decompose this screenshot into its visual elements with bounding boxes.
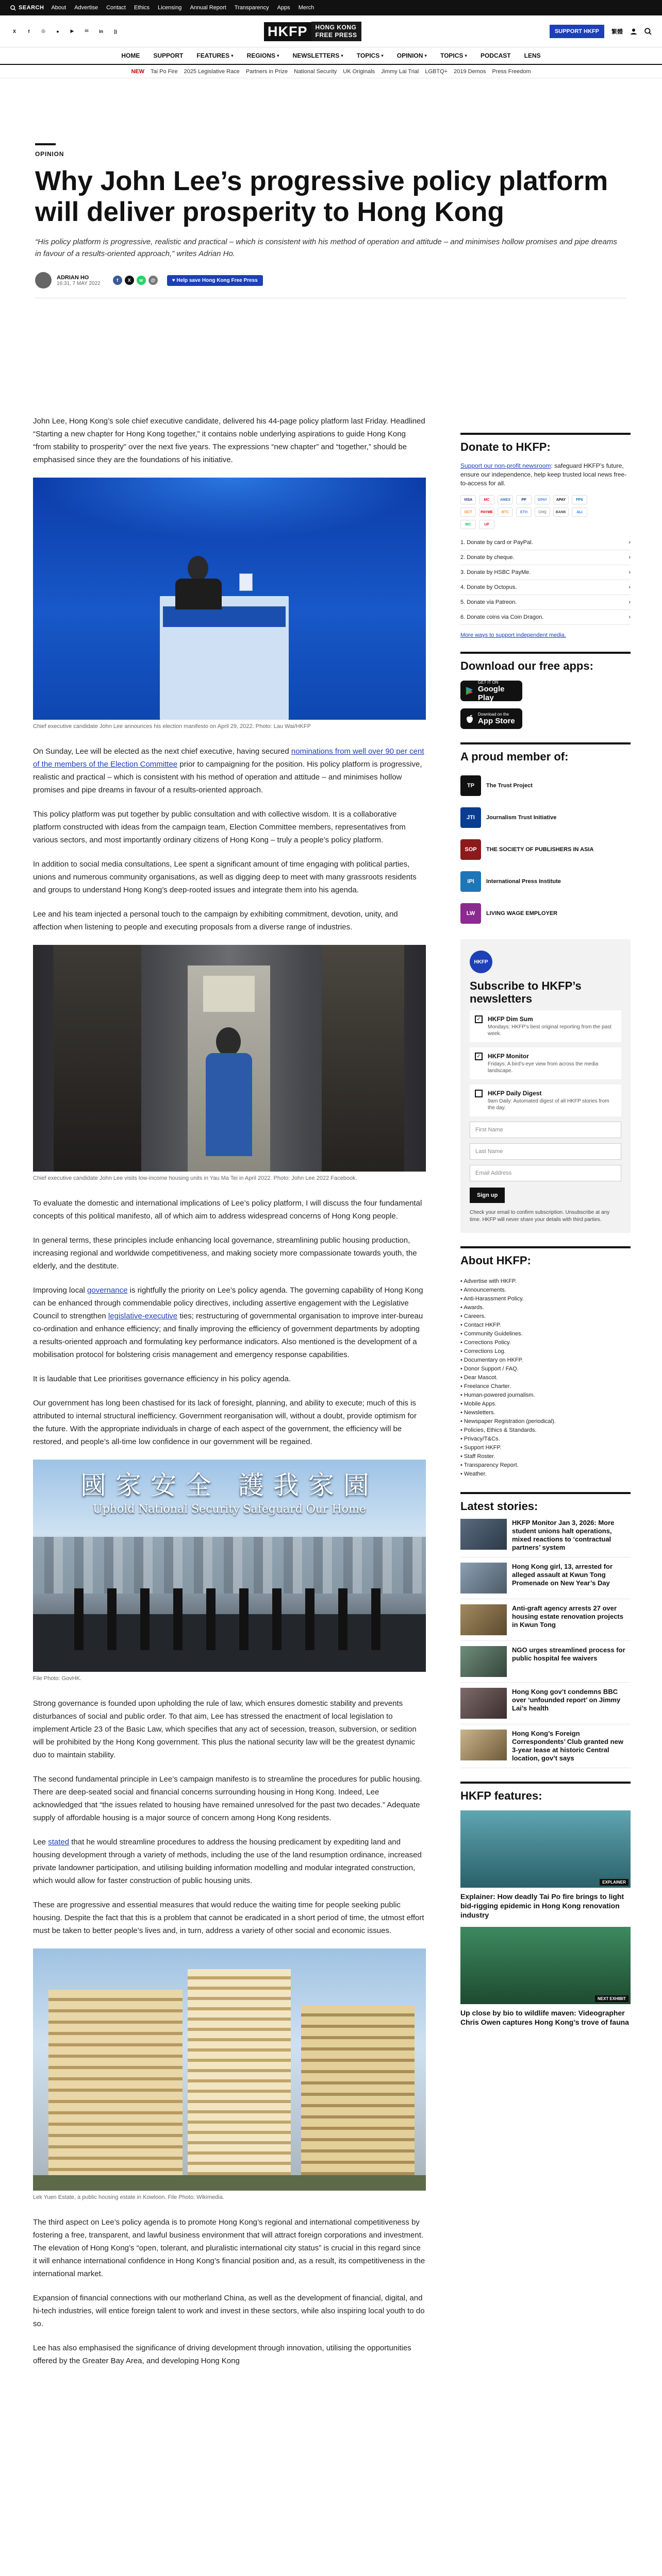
bullet-icon: • [460, 1471, 464, 1477]
newsletter-checkbox[interactable]: ✓ [475, 1053, 483, 1060]
about-link[interactable] [460, 1277, 631, 1286]
newsletter-option[interactable] [470, 1047, 621, 1079]
paragraph: To evaluate the domestic and international implications of Lee’s policy platform, I will discuss the four fundamental concepts of this political manifesto, all of which aim to address widespread concerns of Hong Kong people. [33, 1199, 422, 1221]
app-store-button[interactable]: Download on the App Store [460, 708, 522, 729]
newsletter-desc: 9am Daily: Automated digest of all HKFP stories from the day. [488, 1098, 609, 1111]
article-lede: “His policy platform is progressive, realistic and practical – which is consistent with his method of operation and attitude – and minimises hollow promises and pipe dreams in favour of a results-oriented approach,” writes Adrian Ho. [35, 238, 617, 258]
feature-title[interactable]: Up close by bio to wildlife maven: Videographer Chris Owen captures Hong Kong’s trove of fauna [460, 2009, 629, 2026]
donate-option-label: 2. Donate by cheque. [460, 554, 515, 561]
about-link-label: Newspaper Registration (periodical). [464, 1418, 556, 1425]
bullet-icon: • [460, 1427, 464, 1433]
topbar-link[interactable]: Licensing [157, 5, 182, 11]
donate-option[interactable] [460, 535, 631, 550]
about-link-label: Mobile Apps. [464, 1401, 496, 1407]
facebook-icon[interactable]: f [28, 28, 30, 34]
about-widget: About HKFP: • Advertise with HKFP. • Announcements. • Anti-Harassment Policy. • Awards. • Careers. • Contact HKFP. • Community Guidelines. • Corrections Policy. • Corrections Log. • Documentary on HKFP. • Donor Support / FAQ. • Dear Mascot. • Freelance Charter. • Human-powered journalism. • Mobile Apps. • Newsletters. • Newspaper Registration (periodical). • Policies, Ethics & Standards. • Privacy/T&Cs. • Support HKFP. • Staff Roster. • Transparency Report. • Weather. [460, 1246, 631, 1479]
chevron-down-icon: ▾ [465, 53, 467, 58]
story-title[interactable]: Hong Kong girl, 13, arrested for alleged assault at Kwun Tong Promenade on New Year’s Day [512, 1563, 613, 1587]
nav-item[interactable] [357, 52, 384, 59]
about-link[interactable] [460, 1391, 631, 1400]
payment-icons [460, 495, 594, 529]
about-link[interactable] [460, 1426, 631, 1435]
member-org[interactable] [460, 903, 631, 924]
member-name: The Trust Project [486, 782, 533, 789]
trending-link[interactable]: 2025 Legislative Race [184, 68, 240, 75]
donate-option[interactable] [460, 610, 631, 625]
payment-icon: OCT [460, 507, 476, 517]
trending-link[interactable]: UK Originals [343, 68, 375, 75]
nav-label: NEWSLETTERS [292, 52, 340, 59]
about-link[interactable] [460, 1444, 631, 1452]
twitter-icon[interactable]: X [12, 28, 16, 34]
bullet-icon: • [460, 1278, 464, 1284]
instagram-icon[interactable]: ◎ [41, 28, 45, 33]
nav-item[interactable] [153, 52, 183, 59]
trending-link[interactable]: Partners in Prize [245, 68, 288, 75]
top-utility-bar [0, 0, 662, 15]
sign-up-button[interactable]: Sign up [470, 1188, 505, 1203]
donate-option-label: 6. Donate coins via Coin Dragon. [460, 614, 544, 620]
language-switch[interactable]: 繁體 [611, 29, 623, 35]
apple-icon [466, 714, 474, 724]
story-title[interactable]: Hong Kong gov’t condemns BBC over ‘unfounded report’ on Jimmy Lai’s health [512, 1688, 621, 1712]
feature-image[interactable] [460, 1810, 631, 1888]
about-link-label: Awards. [464, 1304, 484, 1311]
figure-caption: Chief executive candidate John Lee visits low-income housing units in Yau Ma Tei in April 2022. Photo: John Lee 2022 Facebook. [33, 1175, 357, 1181]
paragraph: The third aspect on Lee’s policy agenda is to promote Hong Kong’s regional and international competitiveness by fostering a free, transparent, and lawful business environment that will attract foreign corporations and investment. The elevation of Hong Kong’s “open, tolerant, and pluralistic international city status” is crucial in this regard since it will enhance international confidence in Hong Kong’s financial position and, as a result, its competitiveness in the international market. [33, 2218, 425, 2278]
about-link[interactable] [460, 1303, 631, 1312]
about-link[interactable] [460, 1347, 631, 1356]
story-thumbnail[interactable] [460, 1730, 507, 1760]
email-icon[interactable]: ✉ [85, 28, 89, 33]
nav-label: OPINION [396, 52, 423, 59]
about-link-label: Human-powered journalism. [464, 1392, 535, 1398]
youtube-icon[interactable]: ▶ [70, 28, 74, 33]
payment-icon: CHQ [535, 507, 550, 517]
support-hkfp-button[interactable]: SUPPORT HKFP [550, 25, 604, 38]
inline-link[interactable]: legislative-executive [108, 1312, 178, 1320]
newsletter-option[interactable] [470, 1010, 621, 1042]
story-thumbnail[interactable] [460, 1688, 507, 1719]
chevron-right-icon: › [628, 539, 631, 546]
bullet-icon: • [460, 1296, 464, 1302]
donate-widget: Donate to HKFP: Support our non-profit newsroom: safeguard HKFP’s future, ensure our independence, help keep trusted local news free-to-access for all. VISA MC AMEX PP GPAY APAY FPS OCT PAYME BTC ETH CHQ BANK ALI WC UP 1. Donate by card or PayPal. › 2. Donate by cheque. › 3. Donate by HSBC PayMe. › 4. Donate by Octopus. › 5. Donate via Patreon. › 6. Donate coins via Coin Dragon. › More ways to support independent media. [460, 433, 631, 638]
newsletter-desc: Mondays: HKFP’s best original reporting from the past week. [488, 1024, 611, 1037]
feature-tag: EXPLAINER [600, 1879, 628, 1886]
story-thumbnail[interactable] [460, 1519, 507, 1550]
newsletter-checkbox[interactable] [475, 1090, 483, 1097]
story-thumbnail[interactable] [460, 1646, 507, 1677]
bullet-icon: • [460, 1418, 464, 1425]
payment-icon: PAYME [479, 507, 494, 517]
photo-john-lee-corridor[interactable] [33, 945, 426, 1172]
member-logo: JTI [460, 807, 481, 828]
about-link[interactable] [460, 1330, 631, 1338]
trending-link[interactable]: National Security [294, 68, 337, 75]
inline-link[interactable]: nominations from well over 90 per cent of the members of the Election Committee [33, 747, 424, 769]
search-icon [10, 5, 16, 11]
topbar-link[interactable]: Annual Report [190, 5, 226, 11]
google-play-button[interactable]: GET IT ON Google Play [460, 681, 522, 701]
feature-title[interactable]: Explainer: How deadly Tai Po fire brings to light bid-rigging epidemic in Hong Kong renovation industry [460, 1892, 624, 1919]
nav-label: SUPPORT [153, 52, 184, 59]
payment-icon: APAY [553, 495, 569, 504]
about-link[interactable] [460, 1461, 631, 1470]
rss-icon[interactable]: )) [114, 28, 117, 34]
latest-story[interactable] [460, 1683, 631, 1724]
donate-link[interactable]: Support our non-profit newsroom [460, 462, 551, 469]
topbar-link[interactable]: Apps [277, 5, 290, 11]
about-link[interactable] [460, 1295, 631, 1303]
about-link[interactable] [460, 1312, 631, 1321]
member-org[interactable] [460, 775, 631, 796]
member-name: LIVING WAGE EMPLOYER [486, 910, 558, 917]
donate-option-label: 4. Donate by Octopus. [460, 584, 517, 590]
bullet-icon: • [460, 1375, 464, 1381]
bullet-icon: • [460, 1304, 464, 1311]
about-link[interactable] [460, 1382, 631, 1391]
about-link[interactable] [460, 1365, 631, 1374]
site-logo[interactable]: HKFP HONG KONG FREE PRESS [264, 22, 361, 41]
payment-icon: GPAY [535, 495, 550, 504]
article-category[interactable]: OPINION [35, 150, 64, 158]
paragraph: On Sunday, Lee will be elected as the next chief executive, having secured nominations from well over 90 per cent of the members of the Election Committee prior to campaigning for the position. His policy platform is progressive, realistic and practical – which is consistent with his method of operation and attitude – and minimises hollow promises and pipe dreams in favour of a results-oriented approach. [33, 747, 424, 794]
photo-lek-yuen-estate[interactable] [33, 1948, 426, 2191]
about-link-label: Support HKFP. [464, 1445, 502, 1451]
heart-icon: ♥ [172, 277, 177, 283]
trending-link[interactable]: Tai Po Fire [150, 68, 178, 75]
feature-card[interactable] [460, 1810, 631, 1920]
paragraph: Lee stated that he would streamline procedures to address the housing predicament by expediting land and housing development through a variety of methods, including the use of the land resumption ordinance, increased private landowner participation, and utilising building information modelling and modular integrated construction, which would allow for faster construction of public housing units. [33, 1838, 422, 1885]
paragraph: This policy platform was put together by public consultation and with collective wisdom. It is a collaborative platform constructed with ideas from the campaign team, Election Committee members, representatives from various sectors, and most importantly ordinary citizens of Hong Kong – truly a people’s policy platform. [33, 810, 406, 844]
chevron-down-icon: ▾ [231, 53, 234, 58]
chevron-right-icon: › [628, 554, 631, 561]
member-name: THE SOCIETY OF PUBLISHERS IN ASIA [486, 846, 594, 853]
trending-bar [0, 65, 662, 78]
chevron-right-icon: › [628, 584, 631, 590]
publish-date: 16:31, 7 MAY 2022 [57, 280, 101, 286]
article-title: Why John Lee’s progressive policy platform will deliver prosperity to Hong Kong [35, 166, 608, 227]
about-link[interactable] [460, 1356, 631, 1365]
linkedin-icon[interactable]: in [99, 28, 103, 34]
trending-link[interactable]: Press Freedom [492, 68, 531, 75]
about-link-label: Transparency Report. [464, 1462, 519, 1468]
nav-label: FEATURES [196, 52, 230, 59]
paragraph: Improving local governance is rightfully the priority on Lee’s policy agenda. The governing capability of Hong Kong can be enhanced through commendable policy directives, including assertive engagement with the Legislative Council to strengthen legislative-executive ties; restructuring of governmental organisation to improve inter-bureau co-ordination and enhance efficiency; and finally improving the efficiency of government departments by adopting a results-oriented approach and formulating key performance indicators. Also mentioned is the development of a mobilisation protocol for bolstering crisis management and emergency response capabilities. [33, 1286, 423, 1359]
about-link[interactable] [460, 1321, 631, 1330]
donate-option[interactable] [460, 595, 631, 610]
donate-options [460, 535, 631, 625]
payment-icon: ETH [516, 507, 532, 517]
photo-national-security-parade[interactable] [33, 1460, 426, 1672]
chevron-right-icon: › [628, 599, 631, 605]
x-share-icon[interactable]: X [125, 276, 134, 285]
latest-story[interactable] [460, 1514, 631, 1557]
about-link-label: Privacy/T&Cs. [464, 1436, 500, 1442]
member-logo: IPI [460, 871, 481, 892]
story-title[interactable]: NGO urges streamlined process for public hospital fee waivers [512, 1646, 625, 1662]
latest-story[interactable] [460, 1599, 631, 1641]
brand-bar [0, 15, 662, 47]
figure-caption: Chief executive candidate John Lee announces his election manifesto on April 29, 2022. Photo: Lau Wai/HKFP [33, 723, 311, 730]
about-link-label: Announcements. [464, 1287, 506, 1293]
about-link-label: Anti-Harassment Policy. [464, 1296, 524, 1302]
figure-1 [33, 478, 426, 731]
nav-label: PODCAST [480, 52, 511, 59]
topbar-link[interactable]: Ethics [134, 5, 150, 11]
bullet-icon: • [460, 1436, 464, 1442]
about-link-label: Careers. [464, 1313, 486, 1319]
about-link-label: Newsletters. [464, 1410, 495, 1416]
paragraph: The second fundamental principle in Lee’s campaign manifesto is to streamline the procedures for public housing. There are deep-seated social and financial concerns surrounding housing in Hong Kong. Indeed, Lee acknowledged that “the issues related to housing have remained unresolved for the past two decades.” Adequate supply of affordable housing is a major source of concern among Hong Kong residents. [33, 1775, 422, 1822]
chevron-down-icon: ▾ [341, 53, 343, 58]
banner-chinese: 國家安全 護我家園 [80, 1470, 378, 1500]
newsletter-text [488, 1053, 616, 1074]
nav-item[interactable] [481, 52, 511, 59]
about-link-label: Advertise with HKFP. [464, 1278, 517, 1284]
latest-story[interactable] [460, 1557, 631, 1599]
about-link[interactable] [460, 1338, 631, 1347]
paragraph: These are progressive and essential measures that would reduce the waiting time for people seeking public housing. Despite the fact that this is a problem that cannot be eradicated in a short period of time, the utmost effort must be taken to better people’s lives and, in turn, address a variety of other social and economic issues. [33, 1901, 424, 1935]
payment-icon: ALI [572, 507, 587, 517]
topbar-link[interactable]: Merch [298, 5, 315, 11]
nav-label: HOME [121, 52, 140, 59]
bullet-icon: • [460, 1322, 464, 1328]
feature-card[interactable] [460, 1927, 631, 2027]
paragraph: Lee has also emphasised the significance of driving development through innovation, utilising the opportunities offered by the Greater Bay Area, and developing Hong Kong [33, 2344, 411, 2365]
more-ways-link[interactable]: More ways to support independent media. [460, 632, 566, 638]
main-nav [0, 47, 662, 65]
about-link[interactable] [460, 1374, 631, 1382]
member-org[interactable] [460, 871, 631, 892]
donate-option-label: 3. Donate by HSBC PayMe. [460, 569, 531, 575]
bullet-icon: • [460, 1401, 464, 1407]
chevron-right-icon: › [628, 569, 631, 575]
apps-widget: Download our free apps: GET IT ON Google Play Download on the App Store [460, 652, 631, 729]
inline-link[interactable]: stated [48, 1838, 70, 1846]
about-link[interactable] [460, 1452, 631, 1461]
figure-caption: File Photo: GovHK. [33, 1675, 82, 1682]
newsletter-checkbox[interactable]: ✓ [475, 1015, 483, 1023]
nav-item[interactable] [121, 52, 140, 59]
about-link-label: Freelance Charter. [464, 1383, 511, 1389]
payment-icon: VISA [460, 495, 476, 504]
bullet-icon: • [460, 1462, 464, 1468]
about-link-label: Corrections Policy. [464, 1340, 511, 1346]
about-link-label: Community Guidelines. [464, 1331, 523, 1337]
search-button[interactable]: SEARCH [10, 5, 44, 11]
chevron-down-icon: ▾ [381, 53, 384, 58]
about-link[interactable] [460, 1286, 631, 1295]
bullet-icon: • [460, 1383, 464, 1389]
paragraph: Our government has long been chastised for its lack of foresight, planning, and ability to execute; much of this is attributed to internal structural inefficiency. Government reorganisation will, without a doubt, provide optimism for the future. With the appropriate individuals in charge of each aspect of the government, the efficiency will be restored, and people’s all-time low confidence in our government will be regained. [33, 1399, 417, 1446]
about-link[interactable] [460, 1435, 631, 1444]
search-icon[interactable] [644, 28, 652, 35]
member-org[interactable] [460, 839, 631, 860]
paragraph: Lee and his team injected a personal touch to the campaign by exhibiting commitment, devotion, unity, and affection when listening to people and executing proposals from a diverse range of industries. [33, 910, 398, 931]
payment-icon: MC [479, 495, 494, 504]
payment-icon: WC [460, 520, 476, 529]
bullet-icon: • [460, 1392, 464, 1398]
about-link-label: Dear Mascot. [464, 1375, 498, 1381]
member-logo: SOP [460, 839, 481, 860]
donate-option[interactable] [460, 550, 631, 565]
nav-label: TOPICS [356, 52, 380, 59]
bullet-icon: • [460, 1357, 464, 1363]
feature-image[interactable] [460, 1927, 631, 2004]
nav-item[interactable] [397, 52, 427, 59]
story-thumbnail[interactable] [460, 1563, 507, 1594]
newsletter-desc: Fridays: A bird’s-eye view from across the media landscape. [488, 1061, 599, 1074]
topbar-link[interactable]: About [51, 5, 67, 11]
bullet-icon: • [460, 1453, 464, 1460]
whatsapp-share-icon[interactable]: w [137, 276, 146, 285]
story-thumbnail[interactable] [460, 1604, 507, 1635]
chevron-down-icon: ▾ [424, 53, 427, 58]
member-logo: LW [460, 903, 481, 924]
payment-icon: PP [516, 495, 532, 504]
bullet-icon: • [460, 1348, 464, 1354]
paragraph: In general terms, these principles include enhancing local governance, streamlining public housing production, increasing regional and worldwide competitiveness, and making society more compassionate towards youth, the elderly, and the destitute. [33, 1236, 417, 1270]
payment-icon: BANK [553, 507, 569, 517]
newsletter-name: HKFP Dim Sum [488, 1015, 533, 1023]
paragraph: Expansion of financial connections with our motherland China, as well as the development of financial, digital, and hi-tech industries, will entice foreign talent to work and invest in these sectors, while also inspiring local youth to do so. [33, 2294, 425, 2328]
story-title[interactable]: Hong Kong’s Foreign Correspondents’ Club granted new 3-year lease at historic Central location, gov’t says [512, 1730, 623, 1762]
trending-link[interactable]: Jimmy Lai Trial [381, 68, 419, 75]
chevron-right-icon: › [628, 614, 631, 620]
trending-label: NEW [131, 68, 144, 75]
newsletter-name: HKFP Monitor [488, 1053, 529, 1060]
first-name-input[interactable]: First Name [470, 1122, 621, 1138]
donate-option-label: 5. Donate via Patreon. [460, 599, 517, 605]
chevron-down-icon: ▾ [277, 53, 279, 58]
newsletter-option[interactable] [470, 1084, 621, 1116]
about-link[interactable] [460, 1400, 631, 1409]
newsletter-widget: HKFP Subscribe to HKFP’s newsletters ✓ HKFP Dim Sum Mondays: HKFP’s best original reporting from the past week. ✓ HKFP Monitor Fridays: A bird’s-eye view from across the media landscape. HKFP Daily Digest 9am Daily: Automated digest of all HKFP stories from the day. First Name Last Name Email Address Sign up Check your email to confirm subscription. Unsubscribe at any time. HKFP will never share your details with third parties. [460, 939, 631, 1233]
figure-2 [33, 945, 426, 1182]
paragraph: In addition to social media consultations, Lee spent a significant amount of time engaging with political parties, unions and numerous community organisations, as well as digging deep to meet with many grassroots residents and groups to understand Hong Kong’s deep-rooted issues and integrate them into his agenda. [33, 860, 417, 894]
author-name[interactable]: ADRIAN HO [57, 274, 89, 281]
bullet-icon: • [460, 1410, 464, 1416]
about-link[interactable] [460, 1409, 631, 1417]
about-link[interactable] [460, 1417, 631, 1426]
topbar-link[interactable]: Advertise [74, 5, 98, 11]
newsletter-text [488, 1090, 616, 1111]
flickr-icon[interactable]: ● [56, 28, 59, 34]
facebook-share-icon[interactable]: f [113, 276, 122, 285]
story-title[interactable]: Anti-graft agency arrests 27 over housing estate renovation projects in Kwun Tong [512, 1604, 623, 1629]
topbar-link[interactable]: Contact [106, 5, 126, 11]
hkfp-logo: HKFP [470, 951, 492, 973]
last-name-input[interactable]: Last Name [470, 1143, 621, 1160]
about-link[interactable] [460, 1470, 631, 1479]
story-title[interactable]: HKFP Monitor Jan 3, 2026: More student unions halt operations, mixed reactions to ‘contractual partners’ system [512, 1519, 615, 1551]
banner-english: Uphold National Security Safeguard Our Home [93, 1503, 366, 1516]
newsletter-name: HKFP Daily Digest [488, 1090, 542, 1097]
bullet-icon: • [460, 1313, 464, 1319]
about-link-label: Donor Support / FAQ. [464, 1366, 519, 1372]
inline-link[interactable]: governance [87, 1286, 128, 1295]
latest-story[interactable] [460, 1724, 631, 1768]
play-store-icon [466, 686, 474, 696]
paragraph: It is laudable that Lee prioritises governance efficiency in his policy agenda. [33, 1375, 291, 1383]
figure-caption: Lek Yuen Estate, a public housing estate in Kowloon. File Photo: Wikimedia. [33, 2194, 224, 2200]
donate-option[interactable] [460, 580, 631, 595]
bullet-icon: • [460, 1331, 464, 1337]
nav-label: LENS [524, 52, 541, 59]
about-link-label: Policies, Ethics & Standards. [464, 1427, 537, 1433]
nav-item[interactable] [524, 52, 541, 59]
author-avatar[interactable] [35, 272, 52, 289]
article-header [35, 143, 628, 298]
about-link-label: Staff Roster. [464, 1453, 495, 1460]
figure-4 [33, 1948, 426, 2201]
member-org[interactable] [460, 807, 631, 828]
byline [35, 272, 628, 289]
bullet-icon: • [460, 1287, 464, 1293]
nav-label: TOPICS [440, 52, 464, 59]
member-name: Journalism Trust Initiative [486, 814, 557, 821]
member-name: International Press Institute [486, 878, 561, 885]
donate-option[interactable] [460, 565, 631, 580]
bullet-icon: • [460, 1445, 464, 1451]
about-link-label: Documentary on HKFP. [464, 1357, 523, 1363]
features-widget: HKFP features: EXPLAINER Explainer: How deadly Tai Po fire brings to light bid-rigging epidemic in Hong Kong renovation industry NEXT EXHIBIT Up close by bio to wildlife maven: Videographer Chris Owen captures Hong Kong’s trove of fauna [460, 1782, 631, 2027]
paragraph: Strong governance is founded upon upholding the rule of law, which ensures domestic stability and prevents disturbances of social and public order. To that aim, Lee has stressed the enactment of local legislation to implement Article 23 of the Basic Law, which specifies that any act of secession, treason, subversion, or sedition will be prohibited by the Hong Kong government. This plus the national security law will be the greatest dynamic duo to maintain stability. [33, 1699, 417, 1759]
category-rule [35, 143, 56, 145]
email-input[interactable]: Email Address [470, 1165, 621, 1181]
latest-stories-widget: Latest stories: HKFP Monitor Jan 3, 2026: More student unions halt operations, mixed reactions to ‘contractual partners’ system Hong Kong girl, 13, arrested for alleged assault at Kwun Tong Promenade on New Year’s Day Anti-graft agency arrests 27 over housing estate renovation projects in Kwun Tong NGO urges streamlined process for public hospital fee waivers Hong Kong gov’t condemns BBC over ‘unfounded report’ on Jimmy Lai’s health Hong Kong’s Foreign Correspondents’ Club granted new 3-year lease at historic Central location, gov’t says [460, 1492, 631, 1768]
user-icon[interactable] [630, 28, 637, 35]
article-body [33, 415, 426, 2379]
support-pill[interactable]: ♥ Help save Hong Kong Free Press [167, 275, 263, 286]
topbar-link[interactable]: Transparency [234, 5, 269, 11]
bullet-icon: • [460, 1366, 464, 1372]
figure-3 [33, 1460, 426, 1683]
email-share-icon[interactable]: @ [148, 276, 158, 285]
nav-item[interactable] [247, 52, 279, 59]
donate-option-label: 1. Donate by card or PayPal. [460, 539, 533, 546]
about-link-label: Weather. [464, 1471, 487, 1477]
nav-item[interactable] [196, 52, 233, 59]
payment-icon: BTC [498, 507, 513, 517]
member-logo: TP [460, 775, 481, 796]
about-link-label: Corrections Log. [464, 1348, 506, 1354]
paragraph: John Lee, Hong Kong’s sole chief executive candidate, delivered his 44-page policy platform last Friday. Headlined “Starting a new chapter for Hong Kong together,” it contains noble underlying aspirations to guide Hong Kong “from stability to prosperity” over the next five years. The expressions “new chapter” and “together,” should be emphasised since they are the foundations of his initiative. [33, 417, 425, 464]
payment-icon: UP [479, 520, 494, 529]
nav-item[interactable] [440, 52, 467, 59]
photo-john-lee-podium[interactable] [33, 478, 426, 720]
newsletter-text [488, 1015, 616, 1037]
feature-tag: NEXT EXHIBIT [595, 1995, 628, 2002]
trending-link[interactable]: LGBTQ+ [425, 68, 448, 75]
trending-link[interactable]: 2019 Demos [454, 68, 486, 75]
about-link-label: Contact HKFP. [464, 1322, 501, 1328]
latest-story[interactable] [460, 1641, 631, 1683]
members-widget: A proud member of: TP The Trust Project JTI Journalism Trust Initiative SOP THE SOCIETY OF PUBLISHERS IN ASIA IPI International Press Institute LW LIVING WAGE EMPLOYER [460, 742, 631, 924]
bullet-icon: • [460, 1340, 464, 1346]
nav-item[interactable] [293, 52, 343, 59]
payment-icon: FPS [572, 495, 587, 504]
nav-label: REGIONS [246, 52, 276, 59]
sidebar [460, 433, 631, 2037]
payment-icon: AMEX [498, 495, 513, 504]
